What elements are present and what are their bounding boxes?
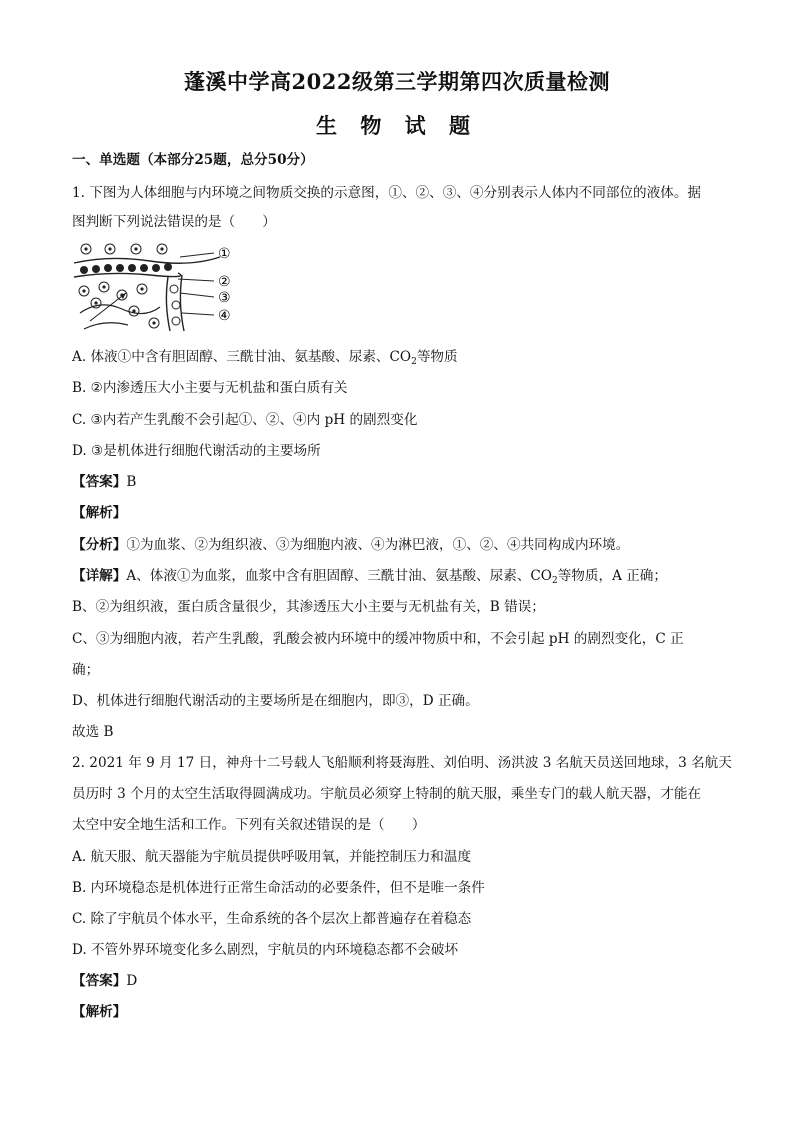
blood-cells [80,263,172,274]
q2-option-c: C. 除了宇航员个体水平，生命系统的各个层次上都普遍存在着稳态 [72,911,472,927]
q1-option-a [72,347,732,367]
q1-stem-line2: 图判断下列说法错误的是（ ） [72,214,276,230]
q1-option-b: B. ②内渗透压大小主要与无机盐和蛋白质有关 [72,380,348,396]
q1-xiangjie-c2: 确； [72,662,100,678]
exam-title: 蓬溪中学高2022级第三学期第四次质量检测 [184,69,610,94]
q1-fenxi [72,535,732,555]
diagram-label-2: ② [218,274,231,290]
tissue-line-2 [84,323,128,329]
q1-stem-line1: 1. 下图为人体细胞与内环境之间物质交换的示意图，①、②、③、④分别表示人体内不同部位的液体。据 [72,185,702,201]
capillary-wall-bottom [74,273,181,277]
subscript: 2 [411,357,417,367]
q2-analysis-tag: 【解析】 [72,1004,127,1020]
q1-xiangjie-d: D、机体进行细胞代谢活动的主要场所是在细胞内，即③，D 正确。 [72,693,479,709]
answer-value: D [126,973,138,989]
q1-option-a-text: A. 体液①中含有胆固醇、三酰甘油、氨基酸、尿素、CO [72,349,412,365]
q1-option-c: C. ③内若产生乳酸不会引起①、②、④内 pH 的剧烈变化 [72,412,418,428]
q1-option-a-tail: 等物质 [416,349,458,365]
q2-stem-line3: 太空中安全地生活和工作。下列有关叙述错误的是（ ） [72,817,426,833]
tissue-cells [79,244,180,328]
answer-tag: 【答案】 [72,973,127,989]
q1-answer [72,472,732,492]
q1-conclusion: 故选 B [72,724,114,740]
q2-answer [72,971,732,991]
q1-xiangjie-c1: C、③为细胞内液，若产生乳酸，乳酸会被内环境中的缓冲物质中和，不会引起 pH 的剧烈变化，C 正 [72,631,684,647]
q1-analysis-tag: 【解析】 [72,505,127,521]
q2-stem-line1: 2. 2021 年 9 月 17 日，神舟十二号载人飞船顺利将聂海胜、刘伯明、汤洪波 3 名航天员送回地球，3 名航天 [72,755,732,771]
cell-exchange-diagram [70,243,240,335]
section-heading: 一、单选题（本部分25题，总分50分） [72,152,314,168]
fenxi-text: ①为血浆、②为组织液、③为细胞内液、④为淋巴液，①、②、④共同构成内环境。 [126,537,630,553]
xiangjie-tag: 【详解】 [72,568,127,584]
answer-tag: 【答案】 [72,474,127,490]
diagram-label-3: ③ [218,290,231,306]
q1-option-d: D. ③是机体进行细胞代谢活动的主要场所 [72,443,321,459]
q2-stem-line2: 员历时 3 个月的太空生活取得圆满成功。宇航员必须穿上特制的航天服，乘坐专门的载人航天器，才能在 [72,786,702,802]
arrow-line [90,293,126,321]
subscript: 2 [551,576,558,586]
q2-option-a: A. 航天服、航天器能为宇航员提供呼吸用氧，并能控制压力和温度 [72,849,472,865]
q1-xiangjie-a [72,566,732,586]
xiangjie-a-tail: 等物质，A 正确； [557,568,667,584]
q2-option-b: B. 内环境稳态是机体进行正常生命活动的必要条件，但不是唯一条件 [72,880,485,896]
exam-subject: 生 物 试 题 [316,113,478,138]
lymph-vessel-right [180,275,184,331]
q1-xiangjie-b: B、②为组织液，蛋白质含量很少，其渗透压大小主要与无机盐有关，B 错误； [72,599,545,615]
diagram-label-4: ④ [218,308,231,324]
fenxi-tag: 【分析】 [72,537,127,553]
xiangjie-a-text: A、体液①为血浆，血浆中含有胆固醇、三酰甘油、氨基酸、尿素、CO [126,568,552,584]
lymph-vessel-left [166,277,170,331]
answer-value: B [126,474,137,490]
q2-option-d: D. 不管外界环境变化多么剧烈，宇航员的内环境稳态都不会破坏 [72,942,459,958]
diagram-label-1: ① [218,246,231,262]
capillary-wall-top [74,257,220,263]
